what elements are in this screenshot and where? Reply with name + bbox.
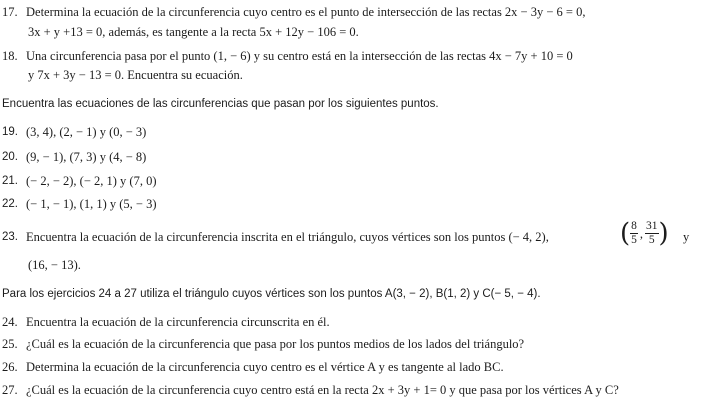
paren-open: ( [620,218,631,249]
problem-number: 18. [2,49,18,63]
problem-text: ¿Cuál es la ecuación de la circunferencia que pasa por los puntos medios de los lados del triángulo? [26,337,525,351]
problem-text: Encuentra la ecuación de la circunferencia circunscrita en él. [26,315,330,329]
problem-number: 26. [2,360,18,374]
problem-number: 23. [2,231,18,243]
problem-number: 22. [2,198,18,210]
fraction-x [630,220,638,247]
problem-text: Encuentra la ecuación de la circunferencia inscrita en el triángulo, cuyos vértices son los puntos (− 4, 2), [26,230,549,244]
fraction-y [645,220,659,247]
problem-text: Determina la ecuación de la circunferencia cuyo centro es el vértice A y es tangente al lado BC. [26,360,504,374]
instruction-triangle: Para los ejercicios 24 a 27 utiliza el triángulo cuyos vértices son los puntos A(3, − 2), B(1, 2) y C(− 5, − 4). [2,288,541,300]
problem-number: 20. [2,151,18,163]
problem-text-tail: y [683,230,690,244]
problem-text: (9, − 1), (7, 3) y (4, − 8) [26,150,147,164]
fraction-numerator: 31 [646,220,658,232]
problem-text: (− 2, − 2), (− 2, 1) y (7, 0) [26,174,157,188]
problem-text: (− 1, − 1), (1, 1) y (5, − 3) [26,197,157,211]
problem-number: 19. [2,126,18,138]
fraction-denominator: 5 [648,234,655,246]
problem-text: Una circunferencia pasa por el punto (1, − 6) y su centro está en la intersección de las rectas 4x − 7y + 10 = 0 [26,49,573,63]
fraction-comma: , [639,226,644,241]
fraction-denominator: 5 [631,234,637,246]
problem-number: 21. [2,175,18,187]
problem-number: 17. [2,5,18,19]
problem-text: ¿Cuál es la ecuación de la circunferencia cuyo centro está en la recta 2x + 3y + 1= 0 y que pasa por los vértices A y C? [26,383,619,397]
fraction-numerator: 8 [631,220,637,232]
problem-number: 25. [2,337,18,351]
problem-text: y 7x + 3y − 13 = 0. Encuentra su ecuación. [28,68,243,82]
problem-text: 3x + y +13 = 0, además, es tangente a la recta 5x + 12y − 106 = 0. [28,25,359,39]
problem-text: Determina la ecuación de la circunferencia cuyo centro es el punto de intersección de las rectas 2x − 3y − 6 = 0, [26,5,586,19]
problem-text: (16, − 13). [28,258,81,272]
problem-text: (3, 4), (2, − 1) y (0, − 3) [26,125,147,139]
paren-close: ) [658,218,669,249]
instruction-circles: Encuentra las ecuaciones de las circunferencias que pasan por los siguientes puntos. [2,98,439,110]
point-fraction [620,220,669,247]
problem-number: 27. [2,383,18,397]
problem-number: 24. [2,315,18,329]
